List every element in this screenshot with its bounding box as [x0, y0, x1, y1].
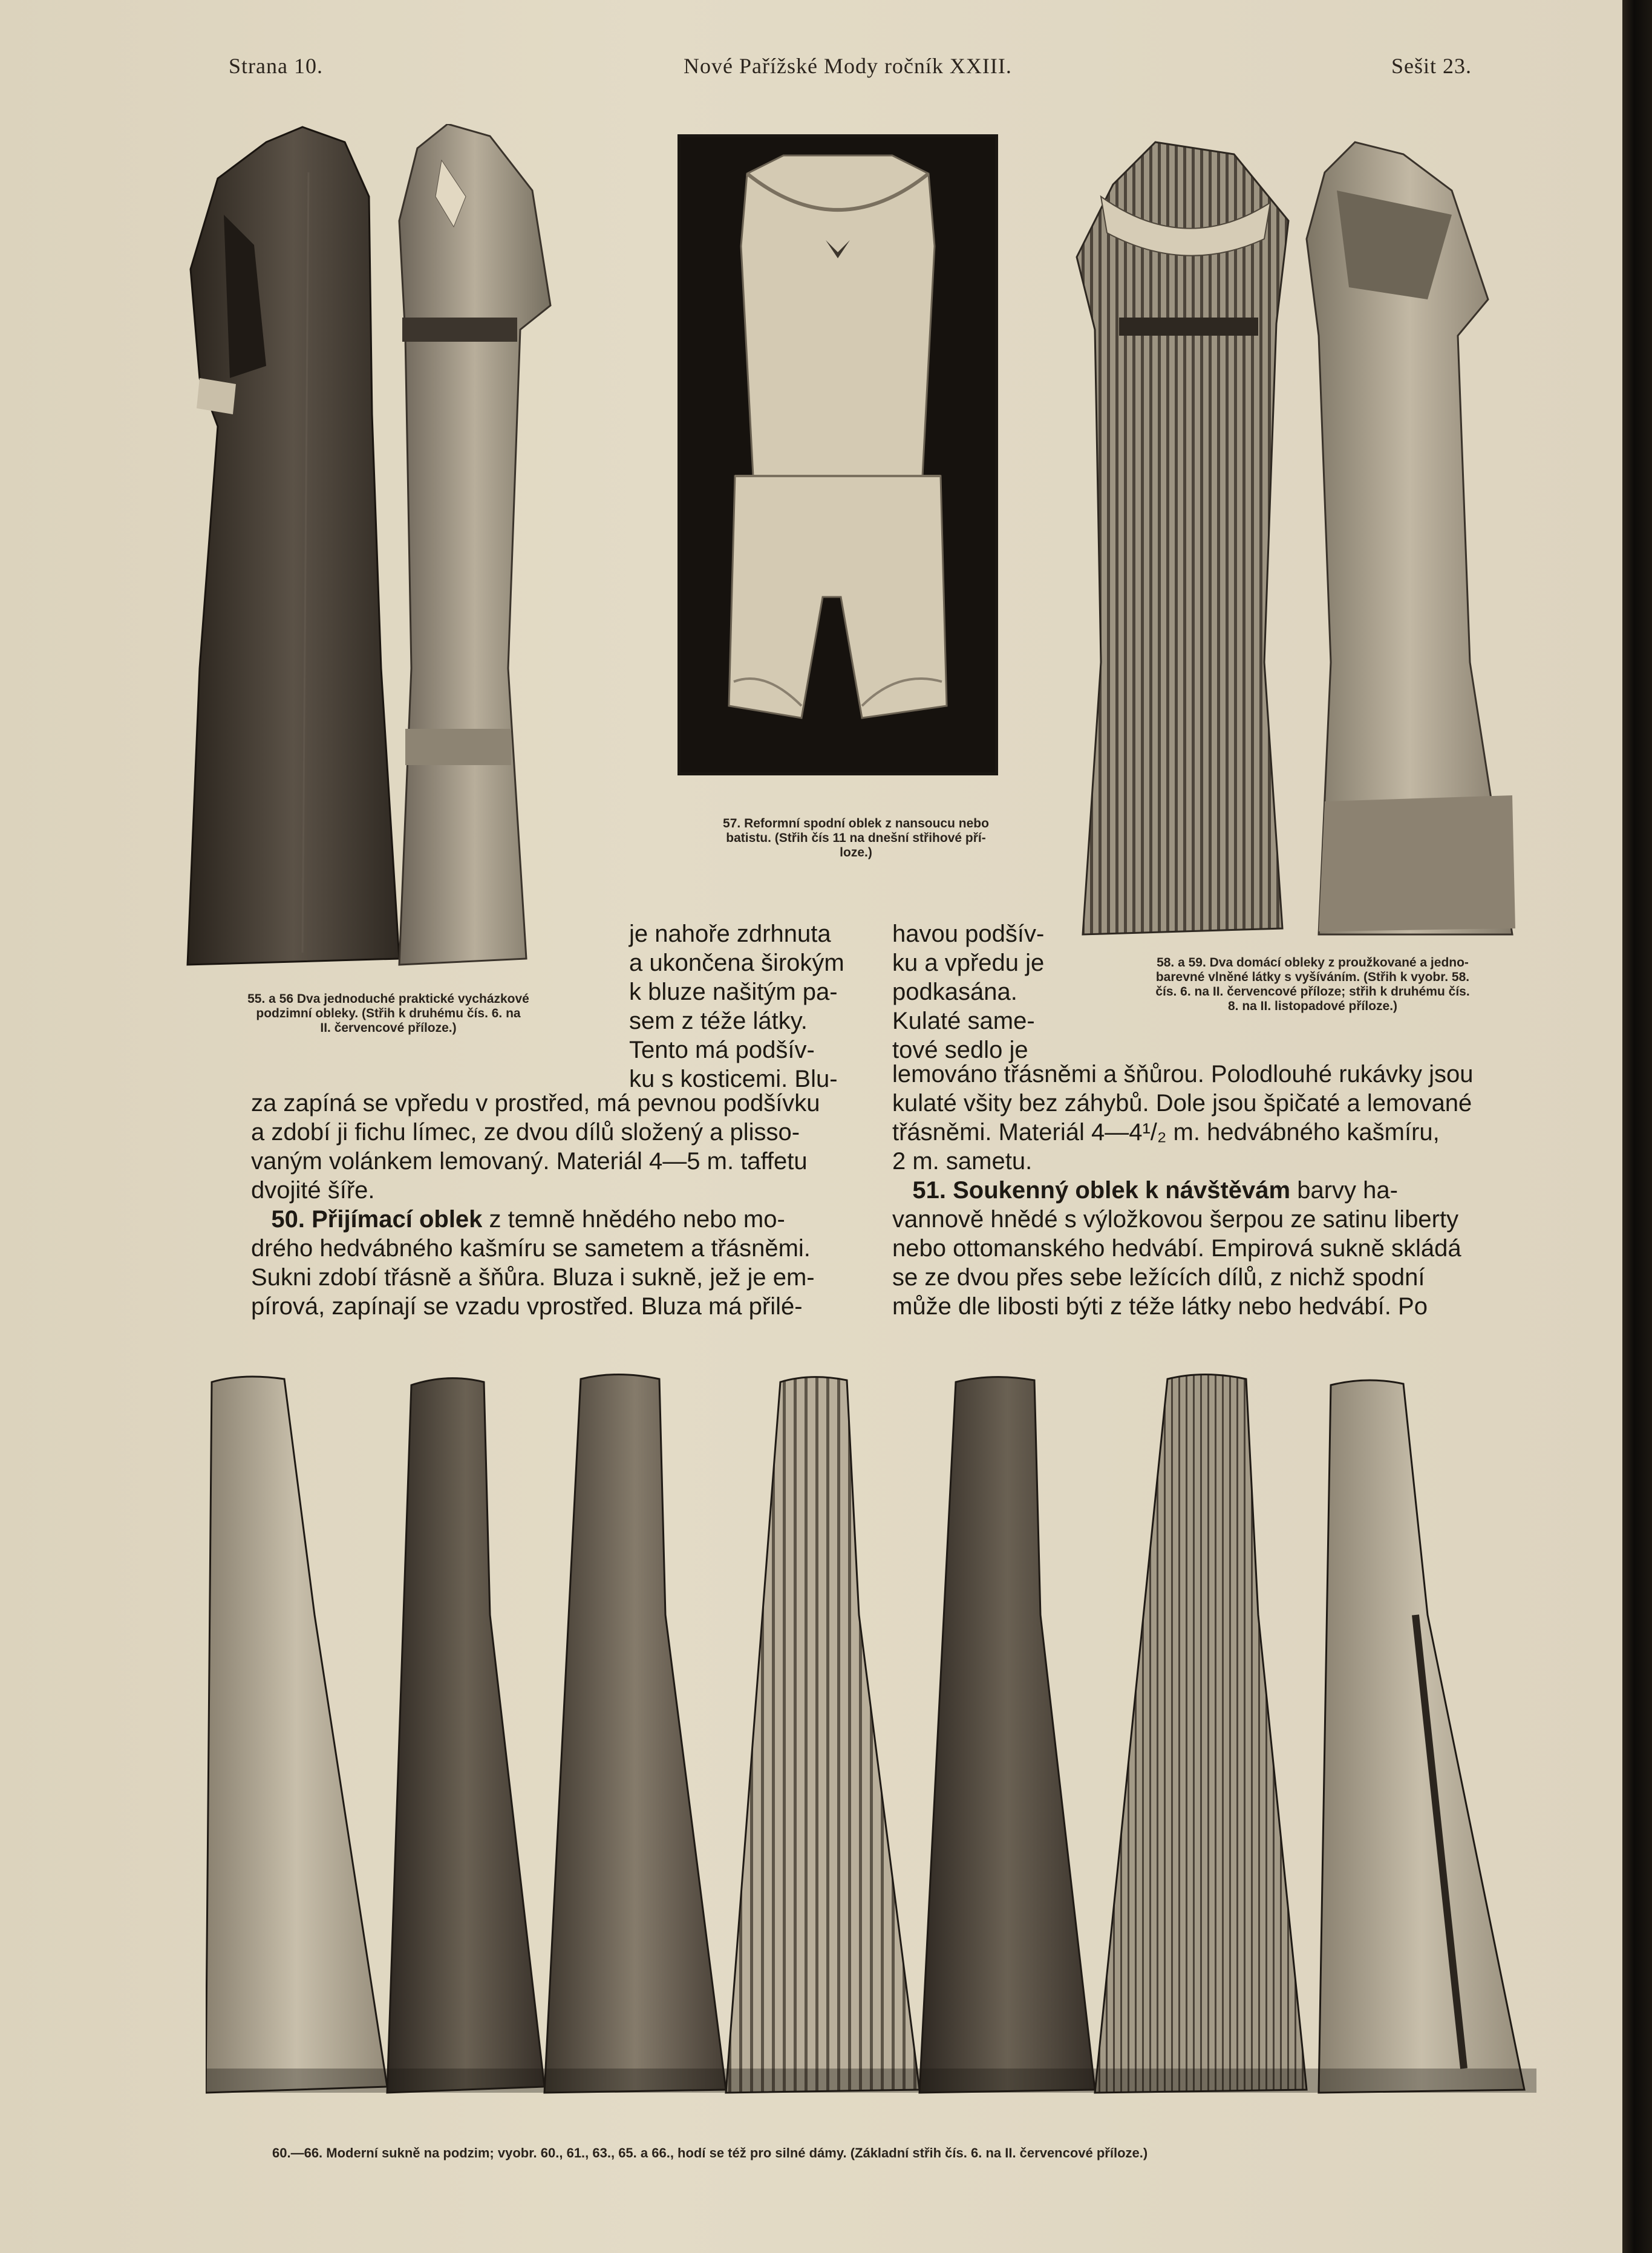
text-line: podkasána.: [892, 979, 1017, 1005]
text-line: 2 m. sametu.: [892, 1148, 1033, 1175]
caption-57: [659, 817, 1053, 860]
paragraph-number: 50.: [271, 1206, 305, 1233]
page-number: Strana 10.: [229, 54, 323, 78]
text-line: nebo ottomanského hedvábí. Empirová sukně skládá: [892, 1235, 1461, 1262]
caption-line: barevné vlněné látky s vyšíváním. (Střih k vyobr. 58.: [1155, 970, 1470, 984]
text-line: může dle libosti býti z téže látky nebo hedvábí. Po: [892, 1293, 1428, 1320]
caption-line: 55. a 56 Dva jednoduché praktické vycházkové: [247, 992, 529, 1006]
text-line: drého hedvábného kašmíru se sametem a třásněmi.: [251, 1235, 811, 1262]
text-line: Kulaté same-: [892, 1008, 1035, 1034]
caption-line: loze.): [840, 846, 872, 859]
issue-number: Sešit 23.: [1391, 54, 1472, 78]
paragraph-51-heading: [892, 1176, 1539, 1205]
text-line: ku a vpředu je: [892, 950, 1045, 976]
text-line: pírová, zapínají se vzadu vprostřed. Bluza má přilé-: [251, 1293, 803, 1320]
text-line: se ze dvou přes sebe ležících dílů, z nichž spodní: [892, 1264, 1425, 1291]
caption-line: batistu. (Střih čís 11 na dnešní střihové pří-: [726, 831, 986, 845]
text-line: a ukončena širokým: [629, 950, 844, 976]
caption-line: podzimní obleky. (Střih k druhému čís. 6. na: [256, 1006, 521, 1020]
text-line: tové sedlo je: [892, 1037, 1028, 1063]
caption-55-56: [171, 992, 606, 1035]
text-line: z temně hnědého nebo mo-: [489, 1206, 785, 1233]
caption-line: II. červencové příloze.): [320, 1021, 457, 1035]
text-line: k bluze našitým pa-: [629, 979, 838, 1005]
text-line: za zapíná se vpředu v prostřed, má pevnou podšívku: [251, 1090, 820, 1117]
text-line: sem z téže látky.: [629, 1008, 808, 1034]
text-line: dvojité šíře.: [251, 1177, 375, 1204]
text-line: třásněmi. Materiál 4—4¹/₂ m. hedvábného kašmíru,: [892, 1119, 1440, 1146]
text-line: kulaté všity bez záhybů. Dole jsou špičaté a lemované: [892, 1090, 1472, 1117]
caption-line: 8. na II. listopadové příloze.): [1227, 999, 1398, 1013]
page-binding-edge: [1622, 0, 1652, 2253]
text-line: havou podšív-: [892, 921, 1045, 947]
text-line: Tento má podšív-: [629, 1037, 815, 1063]
text-column-right: [892, 1060, 1539, 1321]
text-line: a zdobí ji fichu límec, ze dvou dílů složený a plisso-: [251, 1119, 800, 1146]
text-column-right-top: [892, 919, 1092, 1065]
illustration-dresses-55-56: [163, 124, 623, 971]
text-line: lemováno třásněmi a šňůrou. Polodlouhé rukávky jsou: [892, 1061, 1474, 1087]
illustration-skirts-60-66: [206, 1373, 1536, 2111]
illustration-dresses-58-59: [1065, 118, 1524, 941]
paragraph-title: Soukenný oblek k návštěvám: [953, 1177, 1291, 1204]
illustration-undergarment-57: [677, 134, 998, 775]
text-line: Sukni zdobí třásně a šňůra. Bluza i sukně, jež je em-: [251, 1264, 815, 1291]
running-title: Nové Pařížské Mody ročník XXIII.: [684, 54, 1012, 78]
text-column-left: [251, 1089, 868, 1321]
caption-line: 58. a 59. Dva domácí obleky z proužkované a jedno-: [1157, 956, 1469, 970]
paragraph-number: 51.: [912, 1177, 946, 1204]
text-line: barvy ha-: [1297, 1177, 1398, 1204]
caption-line: čís. 6. na II. červencové příloze; střih k druhému čís.: [1155, 985, 1470, 999]
text-column-middle: [629, 919, 868, 1094]
paragraph-50-heading: [251, 1205, 868, 1234]
paragraph-title: Přijímací oblek: [312, 1206, 483, 1233]
caption-line: 57. Reformní spodní oblek z nansoucu nebo: [723, 817, 989, 830]
caption-60-66: 60.—66. Moderní sukně na podzim; vyobr. 60., 61., 63., 65. a 66., hodí se též pro silné dámy. (Základní střih čís. 6. na II. červencové příloze.): [272, 2145, 1148, 2160]
text-line: je nahoře zdrhnuta: [629, 921, 831, 947]
text-line: vaným volánkem lemovaný. Materiál 4—5 m. taffetu: [251, 1148, 808, 1175]
text-line: vannově hnědé s výložkovou šerpou ze satinu liberty: [892, 1206, 1459, 1233]
text-line: ku s kosticemi. Blu-: [629, 1066, 838, 1092]
caption-58-59: [1083, 956, 1543, 1014]
